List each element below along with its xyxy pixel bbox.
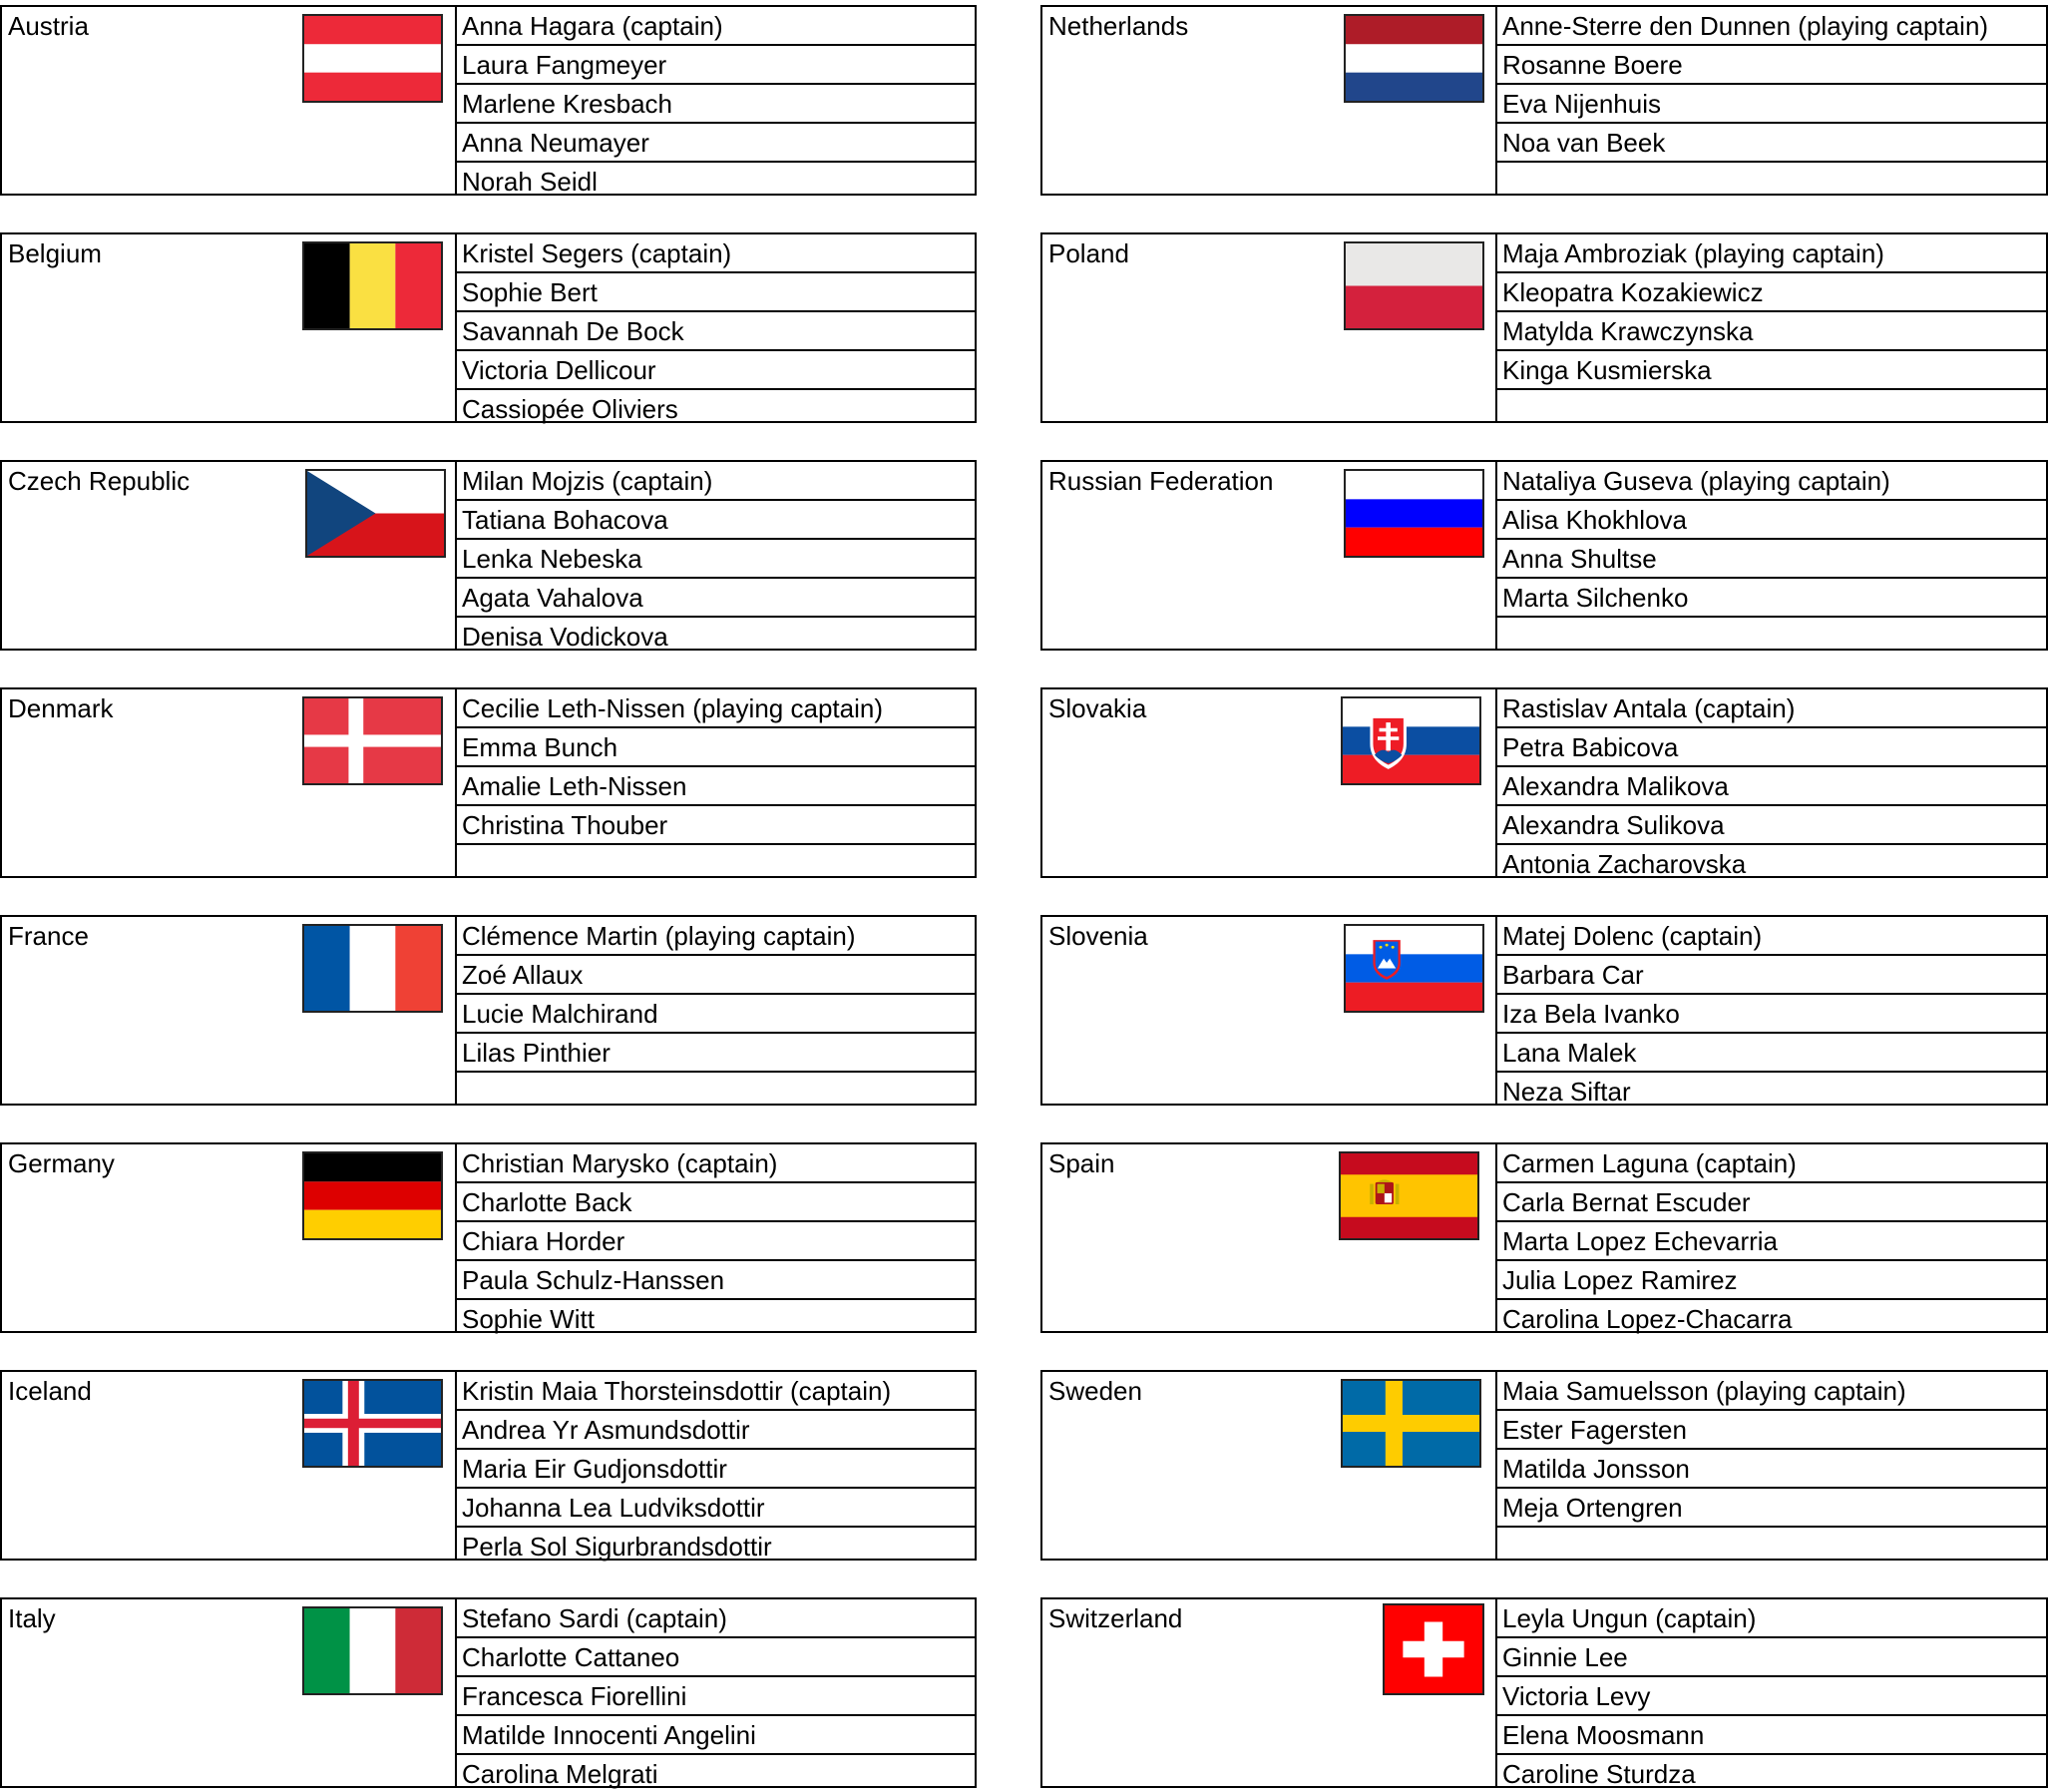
player-list <box>1495 689 2046 879</box>
belgium-flag-icon <box>302 241 443 330</box>
iceland-flag-icon <box>302 1379 443 1468</box>
player-row: Charlotte Back <box>457 1183 975 1222</box>
player-row: Kleopatra Kozakiewicz <box>1497 273 2046 312</box>
germany-flag-icon <box>302 1151 443 1240</box>
player-row: Maja Ambroziak (playing captain) <box>1497 234 2046 273</box>
sweden-flag-icon <box>1341 1379 1481 1468</box>
player-row: Anna Neumayer <box>457 124 975 163</box>
team-block-sweden <box>1040 1370 2048 1561</box>
player-row: Kristin Maia Thorsteinsdottir (captain) <box>457 1372 975 1411</box>
player-list <box>455 1372 975 1562</box>
team-block-iceland <box>0 1370 977 1561</box>
player-row: Christian Marysko (captain) <box>457 1144 975 1183</box>
team-block-czech-republic <box>0 460 977 651</box>
player-row: Lucie Malchirand <box>457 995 975 1034</box>
player-row: Lenka Nebeska <box>457 540 975 579</box>
player-row: Carolina Lopez-Chacarra <box>1502 1304 1793 1334</box>
country-name: Netherlands <box>1048 11 1189 41</box>
team-block-germany <box>0 1142 977 1333</box>
player-row: Leyla Ungun (captain) <box>1497 1599 2046 1638</box>
player-list <box>1495 1599 2046 1789</box>
player-row: Rastislav Antala (captain) <box>1497 689 2046 728</box>
country-name: Iceland <box>8 1376 92 1406</box>
team-block-spain <box>1040 1142 2048 1333</box>
austria-flag-icon <box>302 14 443 103</box>
player-row: Anna Hagara (captain) <box>457 7 975 46</box>
player-row: Cecilie Leth-Nissen (playing captain) <box>457 689 975 728</box>
player-list <box>1495 917 2046 1107</box>
netherlands-flag-icon <box>1344 14 1484 103</box>
player-row: Victoria Dellicour <box>457 351 975 390</box>
player-row: Kristel Segers (captain) <box>457 234 975 273</box>
player-list <box>455 7 975 197</box>
country-name: Spain <box>1048 1148 1115 1178</box>
team-block-austria <box>0 5 977 196</box>
player-row: Marlene Kresbach <box>457 85 975 124</box>
player-row: Petra Babicova <box>1497 728 2046 767</box>
player-row: Victoria Levy <box>1497 1677 2046 1716</box>
player-row: Maria Eir Gudjonsdottir <box>457 1450 975 1489</box>
player-row: Zoé Allaux <box>457 956 975 995</box>
slovakia-flag-icon <box>1341 696 1481 785</box>
czech-republic-flag-icon <box>305 469 446 558</box>
player-row: Francesca Fiorellini <box>457 1677 975 1716</box>
country-name: Czech Republic <box>8 466 191 496</box>
team-block-slovenia <box>1040 915 2048 1106</box>
italy-flag-icon <box>302 1606 443 1695</box>
player-row: Tatiana Bohacova <box>457 501 975 540</box>
player-row <box>1497 1528 2046 1565</box>
team-block-netherlands <box>1040 5 2048 196</box>
player-list <box>455 689 975 876</box>
player-row: Matilda Jonsson <box>1497 1450 2046 1489</box>
player-row: Maia Samuelsson (playing captain) <box>1497 1372 2046 1411</box>
team-block-belgium <box>0 232 977 423</box>
player-row: Cassiopée Oliviers <box>462 394 678 424</box>
player-row: Anne-Sterre den Dunnen (playing captain) <box>1497 7 2046 46</box>
player-row: Lilas Pinthier <box>457 1034 975 1073</box>
player-row: Savannah De Bock <box>457 312 975 351</box>
player-row: Sophie Witt <box>462 1304 595 1334</box>
country-name: Poland <box>1048 238 1129 268</box>
player-row: Agata Vahalova <box>457 579 975 618</box>
player-list <box>455 462 975 652</box>
player-row: Meja Ortengren <box>1497 1489 2046 1528</box>
player-row: Marta Lopez Echevarria <box>1497 1222 2046 1261</box>
player-row <box>1497 618 2046 655</box>
player-row: Carla Bernat Escuder <box>1497 1183 2046 1222</box>
player-row: Norah Seidl <box>462 167 598 197</box>
player-row: Charlotte Cattaneo <box>457 1638 975 1677</box>
player-list <box>1495 7 2046 194</box>
team-block-italy <box>0 1597 977 1788</box>
country-name: Belgium <box>8 238 102 268</box>
player-list <box>1495 234 2046 421</box>
player-row <box>1497 163 2046 200</box>
player-row: Amalie Leth-Nissen <box>457 767 975 806</box>
country-name: Italy <box>8 1603 56 1633</box>
spain-flag-icon <box>1339 1151 1479 1240</box>
russia-flag-icon <box>1344 469 1484 558</box>
player-row: Sophie Bert <box>457 273 975 312</box>
team-block-switzerland <box>1040 1597 2048 1788</box>
country-name: Denmark <box>8 693 114 723</box>
country-name: Russian Federation <box>1048 466 1274 496</box>
country-name: Slovenia <box>1048 921 1148 951</box>
player-row: Perla Sol Sigurbrandsdottir <box>462 1532 772 1562</box>
player-row: Andrea Yr Asmundsdottir <box>457 1411 975 1450</box>
denmark-flag-icon <box>302 696 443 785</box>
player-row: Matylda Krawczynska <box>1497 312 2046 351</box>
player-row: Paula Schulz-Hanssen <box>457 1261 975 1300</box>
player-list <box>1495 1372 2046 1559</box>
player-row: Carolina Melgrati <box>462 1759 658 1789</box>
player-list <box>455 917 975 1104</box>
player-row: Barbara Car <box>1497 956 2046 995</box>
player-row <box>457 1073 975 1110</box>
switzerland-flag-icon <box>1383 1603 1484 1695</box>
slovenia-flag-icon <box>1344 924 1484 1013</box>
team-block-russian-federation <box>1040 460 2048 651</box>
player-row: Caroline Sturdza <box>1502 1759 1696 1789</box>
country-name: Switzerland <box>1048 1603 1183 1633</box>
player-row: Iza Bela Ivanko <box>1497 995 2046 1034</box>
player-row: Stefano Sardi (captain) <box>457 1599 975 1638</box>
player-row: Noa van Beek <box>1497 124 2046 163</box>
player-row: Ginnie Lee <box>1497 1638 2046 1677</box>
country-name: Germany <box>8 1148 115 1178</box>
player-row: Elena Moosmann <box>1497 1716 2046 1755</box>
player-row: Alexandra Sulikova <box>1497 806 2046 845</box>
player-row: Lana Malek <box>1497 1034 2046 1073</box>
country-name: Slovakia <box>1048 693 1147 723</box>
player-row: Antonia Zacharovska <box>1502 849 1747 879</box>
player-row: Kinga Kusmierska <box>1497 351 2046 390</box>
player-row: Julia Lopez Ramirez <box>1497 1261 2046 1300</box>
player-row: Carmen Laguna (captain) <box>1497 1144 2046 1183</box>
player-row: Alexandra Malikova <box>1497 767 2046 806</box>
player-list <box>1495 462 2046 649</box>
player-row: Milan Mojzis (captain) <box>457 462 975 501</box>
player-row <box>457 845 975 882</box>
player-list <box>455 1144 975 1334</box>
team-block-slovakia <box>1040 687 2048 878</box>
player-row: Marta Silchenko <box>1497 579 2046 618</box>
player-row: Christina Thouber <box>457 806 975 845</box>
player-row: Laura Fangmeyer <box>457 46 975 85</box>
player-row: Johanna Lea Ludviksdottir <box>457 1489 975 1528</box>
player-row: Anna Shultse <box>1497 540 2046 579</box>
player-row: Denisa Vodickova <box>462 622 668 652</box>
player-row: Ester Fagersten <box>1497 1411 2046 1450</box>
player-list <box>455 234 975 424</box>
country-name: Austria <box>8 11 89 41</box>
player-row: Nataliya Guseva (playing captain) <box>1497 462 2046 501</box>
player-row: Clémence Martin (playing captain) <box>457 917 975 956</box>
player-row: Alisa Khokhlova <box>1497 501 2046 540</box>
player-row: Neza Siftar <box>1502 1077 1631 1107</box>
player-row: Eva Nijenhuis <box>1497 85 2046 124</box>
team-block-denmark <box>0 687 977 878</box>
player-list <box>1495 1144 2046 1334</box>
team-block-france <box>0 915 977 1106</box>
poland-flag-icon <box>1344 241 1484 330</box>
country-name: France <box>8 921 89 951</box>
player-row: Emma Bunch <box>457 728 975 767</box>
player-list <box>455 1599 975 1789</box>
team-block-poland <box>1040 232 2048 423</box>
france-flag-icon <box>302 924 443 1013</box>
player-row: Matej Dolenc (captain) <box>1497 917 2046 956</box>
player-row: Matilde Innocenti Angelini <box>457 1716 975 1755</box>
player-row: Rosanne Boere <box>1497 46 2046 85</box>
player-row: Chiara Horder <box>457 1222 975 1261</box>
player-row <box>1497 390 2046 427</box>
country-name: Sweden <box>1048 1376 1142 1406</box>
